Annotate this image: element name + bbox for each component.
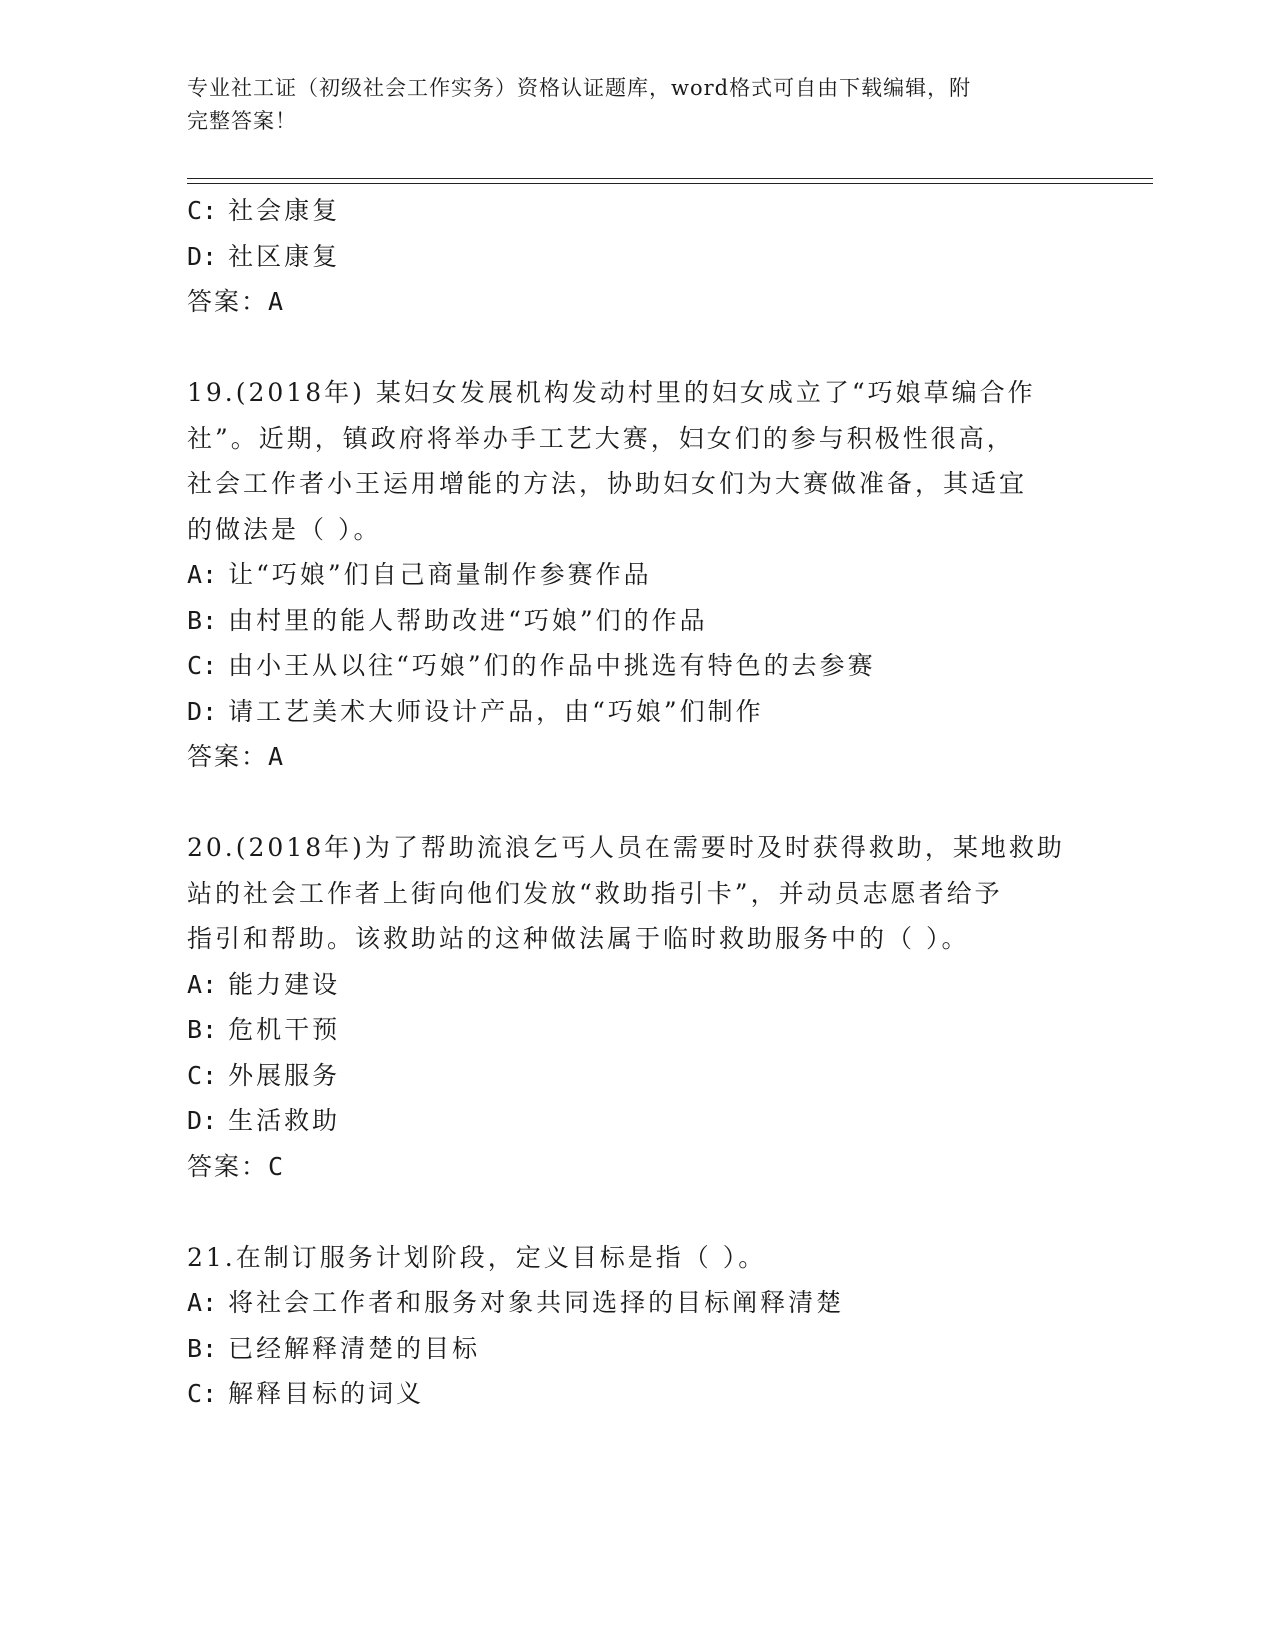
header-line-2: 完整答案！ — [187, 109, 297, 133]
option-a: A: 让“巧娘”们自己商量制作参赛作品 — [187, 560, 652, 589]
spacer — [187, 1189, 1087, 1235]
question-20 — [187, 825, 1087, 1189]
question-stem-line: 20.(2018年)为了帮助流浪乞丐人员在需要时及时获得救助，某地救助 — [187, 833, 1065, 862]
option-a: A: 能力建设 — [187, 969, 341, 999]
option-b: B: 已经解释清楚的目标 — [187, 1333, 481, 1363]
question-stem-line: 的做法是（ ）。 — [187, 514, 382, 544]
question-stem-line: 21.在制订服务计划阶段，定义目标是指（ ）。 — [187, 1242, 767, 1272]
spacer — [187, 780, 1087, 826]
answer-line: 答案：A — [187, 742, 284, 771]
question-21 — [187, 1235, 1087, 1417]
spacer — [187, 325, 1087, 371]
question-stem-line: 19.(2018年) 某妇女发展机构发动村里的妇女成立了“巧娘草编合作 — [187, 378, 1036, 407]
option-c: C: 外展服务 — [187, 1060, 341, 1090]
document-body — [187, 188, 1087, 1417]
answer-line: 答案：A — [187, 287, 284, 316]
option-c: C: 社会康复 — [187, 196, 341, 225]
question-19 — [187, 370, 1087, 780]
option-d: D: 社区康复 — [187, 241, 341, 271]
question-stem-line: 指引和帮助。该救助站的这种做法属于临时救助服务中的（ ）。 — [187, 924, 970, 953]
option-c: C: 由小王从以往“巧娘”们的作品中挑选有特色的去参赛 — [187, 651, 876, 680]
question-stem-line: 社”。近期，镇政府将举办手工艺大赛，妇女们的参与积极性很高， — [187, 423, 1015, 453]
question-stem-line: 社会工作者小王运用增能的方法，协助妇女们为大赛做准备，其适宜 — [187, 469, 1028, 498]
option-b: B: 危机干预 — [187, 1015, 341, 1044]
header-rule-bottom — [187, 183, 1153, 184]
option-d: D: 生活救助 — [187, 1106, 341, 1135]
question-stem-line: 站的社会工作者上街向他们发放“救助指引卡”，并动员志愿者给予 — [187, 878, 1003, 908]
option-d: D: 请工艺美术大师设计产品，由“巧娘”们制作 — [187, 696, 764, 726]
option-c: C: 解释目标的词义 — [187, 1379, 425, 1408]
header-rule-top — [187, 178, 1153, 179]
document-header — [187, 72, 1067, 138]
answer-line: 答案：C — [187, 1151, 284, 1181]
option-b: B: 由村里的能人帮助改进“巧娘”们的作品 — [187, 605, 708, 635]
header-line-1: 专业社工证（初级社会工作实务）资格认证题库，word格式可自由下载编辑，附 — [187, 76, 972, 100]
option-a: A: 将社会工作者和服务对象共同选择的目标阐释清楚 — [187, 1288, 845, 1317]
question-18-continuation — [187, 188, 1087, 325]
